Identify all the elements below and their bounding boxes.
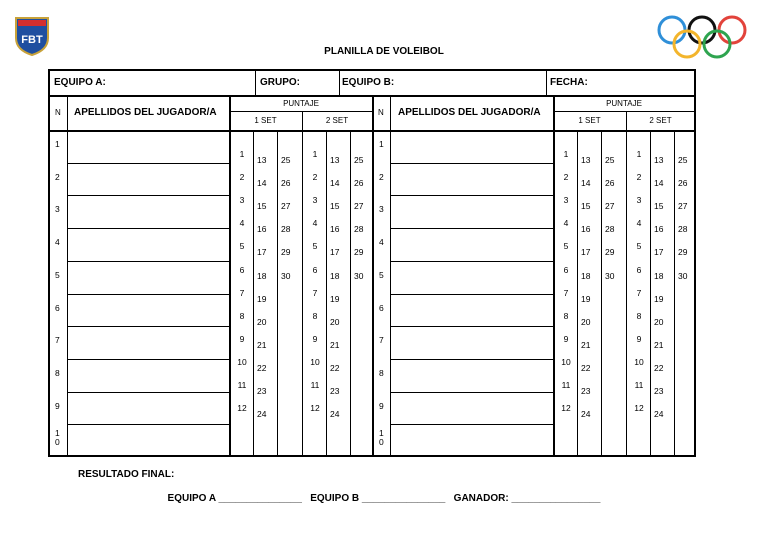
- player-number: 6: [55, 302, 60, 313]
- score-number: 19: [581, 293, 591, 304]
- col-set1-label: 1 SET: [578, 116, 601, 125]
- score-number: 15: [581, 201, 591, 212]
- score-number: 15: [330, 201, 340, 212]
- score-number: 7: [239, 287, 245, 298]
- score-number: 6: [239, 264, 245, 275]
- score-number: 30: [281, 270, 291, 281]
- score-number: 18: [257, 270, 267, 281]
- equipo-b-label: EQUIPO B:: [342, 77, 395, 88]
- score-number: 1: [239, 149, 245, 159]
- score-number: 23: [654, 386, 664, 396]
- score-number: 5: [636, 241, 642, 252]
- score-number: 29: [354, 247, 364, 258]
- player-number: 5: [55, 269, 60, 280]
- score-number: 22: [581, 362, 591, 373]
- score-number: 4: [239, 218, 245, 229]
- score-number: 17: [581, 247, 591, 258]
- score-number: 21: [330, 339, 340, 350]
- score-number: 22: [330, 362, 340, 373]
- score-number: 3: [239, 195, 245, 206]
- score-number: 5: [563, 241, 569, 252]
- score-number: 30: [678, 270, 688, 281]
- score-number: 25: [354, 155, 364, 165]
- score-number: 2: [636, 172, 642, 183]
- score-number: 17: [654, 247, 664, 258]
- score-number: 14: [654, 178, 664, 189]
- score-number: 12: [561, 403, 571, 414]
- score-number: 16: [257, 224, 267, 235]
- score-number: 20: [257, 316, 267, 327]
- score-number: 18: [581, 270, 591, 281]
- score-number: 1: [563, 149, 569, 159]
- score-number: 21: [257, 339, 267, 350]
- player-number: 1 0: [379, 428, 384, 448]
- score-number: 27: [281, 201, 291, 212]
- col-set1-label: 1 SET: [254, 116, 277, 125]
- score-number: 28: [354, 224, 364, 235]
- score-number: 27: [605, 201, 615, 212]
- svg-text:FBT: FBT: [21, 34, 43, 46]
- score-number: 24: [581, 409, 591, 420]
- score-number: 26: [605, 178, 615, 189]
- score-number: 16: [581, 224, 591, 235]
- score-number: 4: [563, 218, 569, 229]
- fecha-label: FECHA:: [550, 77, 588, 88]
- player-number: 2: [55, 171, 60, 182]
- score-number: 15: [654, 201, 664, 212]
- col-apellidos-label: APELLIDOS DEL JUGADOR/A: [398, 107, 541, 118]
- player-number: 1: [55, 139, 60, 149]
- score-number: 11: [310, 380, 320, 390]
- score-number: 13: [654, 155, 664, 165]
- score-number: 4: [636, 218, 642, 229]
- score-number: 13: [581, 155, 591, 165]
- score-number: 12: [634, 403, 644, 414]
- score-number: 16: [654, 224, 664, 235]
- col-puntaje-label: PUNTAJE: [606, 99, 642, 108]
- score-number: 30: [605, 270, 615, 281]
- player-number: 3: [55, 204, 60, 215]
- score-number: 29: [605, 247, 615, 258]
- col-set2-label: 2 SET: [649, 116, 672, 125]
- score-number: 28: [281, 224, 291, 235]
- score-number: 13: [330, 155, 340, 165]
- score-number: 9: [239, 333, 245, 344]
- score-number: 21: [654, 339, 664, 350]
- score-number: 22: [654, 362, 664, 373]
- score-number: 11: [561, 380, 571, 390]
- score-number: 30: [354, 270, 364, 281]
- player-number: 7: [55, 335, 60, 346]
- score-number: 24: [654, 409, 664, 420]
- score-number: 4: [312, 218, 318, 229]
- score-number: 2: [563, 172, 569, 183]
- player-number: 3: [379, 204, 384, 215]
- col-set2-label: 2 SET: [325, 116, 349, 125]
- score-number: 26: [354, 178, 364, 189]
- score-number: 28: [678, 224, 688, 235]
- col-puntaje-label: PUNTAJE: [283, 99, 319, 108]
- score-number: 23: [257, 386, 267, 396]
- score-number: 9: [312, 333, 318, 344]
- score-number: 12: [310, 403, 320, 414]
- score-sheet-table: [48, 69, 696, 457]
- score-number: 2: [312, 172, 318, 183]
- page-title: PLANILLA DE VOLEIBOL: [324, 46, 444, 57]
- score-number: 26: [678, 178, 688, 189]
- score-number: 13: [257, 155, 267, 165]
- score-number: 17: [330, 247, 340, 258]
- score-number: 6: [312, 264, 318, 275]
- score-number: 27: [678, 201, 688, 212]
- score-number: 29: [281, 247, 291, 258]
- score-number: 1: [636, 149, 642, 159]
- result-line: EQUIPO A _______________ EQUIPO B _______________ GANADOR: ________________: [167, 493, 601, 504]
- score-number: 7: [636, 287, 642, 298]
- score-number: 20: [581, 316, 591, 327]
- score-number: 2: [239, 172, 245, 183]
- player-number: 1 0: [55, 428, 60, 448]
- score-number: 26: [281, 178, 291, 189]
- player-number: 8: [55, 367, 60, 378]
- score-number: 18: [654, 270, 664, 281]
- score-number: 14: [257, 178, 267, 189]
- score-number: 18: [330, 270, 340, 281]
- score-number: 20: [654, 316, 664, 327]
- score-number: 12: [237, 403, 247, 414]
- player-number: 6: [379, 302, 384, 313]
- score-number: 8: [563, 310, 569, 321]
- player-number: 7: [379, 335, 384, 346]
- score-number: 14: [581, 178, 591, 189]
- score-number: 28: [605, 224, 615, 235]
- score-number: 5: [239, 241, 245, 252]
- grupo-label: GRUPO:: [260, 77, 300, 88]
- player-number: 5: [379, 269, 384, 280]
- score-number: 10: [310, 356, 320, 367]
- resultado-final-label: RESULTADO FINAL:: [78, 469, 175, 480]
- score-number: 7: [312, 287, 318, 298]
- player-number: 4: [379, 237, 384, 248]
- equipo-a-label: EQUIPO A:: [54, 77, 106, 88]
- score-number: 19: [330, 293, 340, 304]
- score-number: 3: [312, 195, 318, 206]
- score-number: 8: [312, 310, 318, 321]
- score-number: 19: [654, 293, 664, 304]
- score-number: 10: [634, 356, 644, 367]
- score-number: 3: [636, 195, 642, 206]
- score-number: 10: [561, 356, 571, 367]
- score-number: 11: [237, 380, 247, 390]
- col-apellidos-label: APELLIDOS DEL JUGADOR/A: [74, 107, 217, 118]
- score-number: 9: [563, 333, 569, 344]
- score-number: 24: [330, 409, 340, 420]
- score-number: 14: [330, 178, 340, 189]
- player-number: 2: [379, 171, 384, 182]
- score-number: 24: [257, 409, 267, 420]
- col-n-label: N: [55, 108, 61, 117]
- player-number: 1: [379, 139, 384, 149]
- score-number: 23: [330, 386, 340, 396]
- player-number: 9: [379, 400, 384, 411]
- score-number: 7: [563, 287, 569, 298]
- score-number: 23: [581, 386, 591, 396]
- score-number: 15: [257, 201, 267, 212]
- score-number: 29: [678, 247, 688, 258]
- score-number: 3: [563, 195, 569, 206]
- score-number: 27: [354, 201, 364, 212]
- score-number: 21: [581, 339, 591, 350]
- score-number: 8: [239, 310, 245, 321]
- score-number: 9: [636, 333, 642, 344]
- score-number: 5: [312, 241, 318, 252]
- score-number: 25: [605, 155, 615, 165]
- score-number: 8: [636, 310, 642, 321]
- score-number: 25: [678, 155, 688, 165]
- score-number: 16: [330, 224, 340, 235]
- player-number: 4: [55, 237, 60, 248]
- score-number: 11: [634, 380, 644, 390]
- score-number: 19: [257, 293, 267, 304]
- score-number: 10: [237, 356, 247, 367]
- score-number: 6: [636, 264, 642, 275]
- score-number: 17: [257, 247, 267, 258]
- score-number: 1: [312, 149, 318, 159]
- player-number: 9: [55, 400, 60, 411]
- score-number: 25: [281, 155, 291, 165]
- player-number: 8: [379, 367, 384, 378]
- score-number: 6: [563, 264, 569, 275]
- col-n-label: N: [378, 108, 384, 117]
- score-number: 22: [257, 362, 267, 373]
- score-number: 20: [330, 316, 340, 327]
